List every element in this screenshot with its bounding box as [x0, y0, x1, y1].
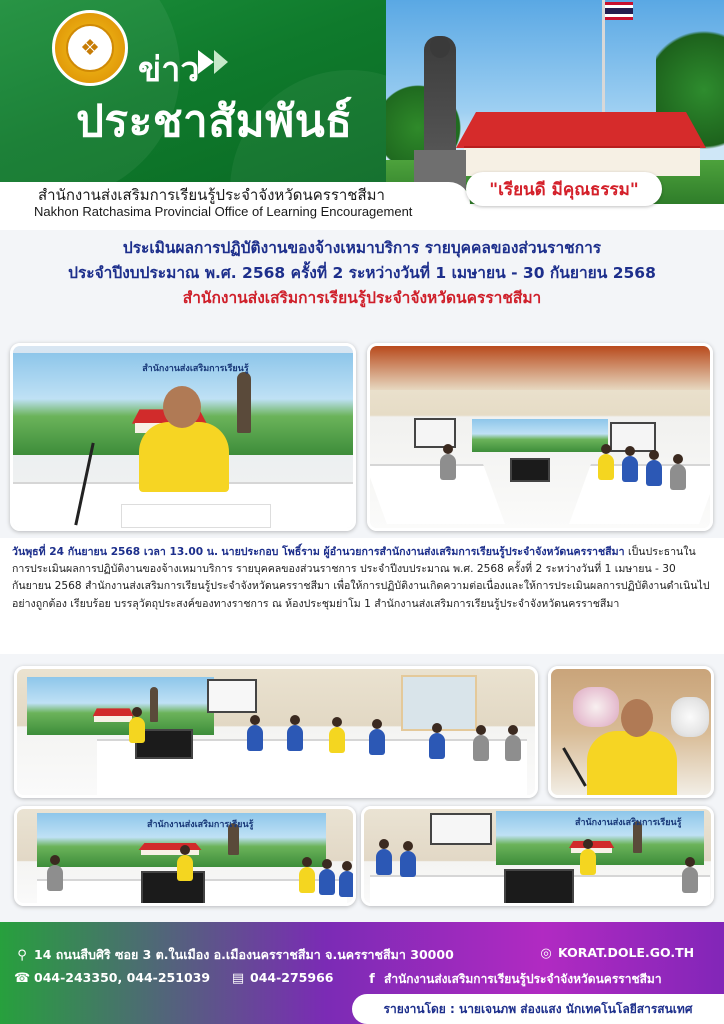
- backdrop-banner: [472, 419, 608, 452]
- phone-icon: ☎: [14, 971, 31, 986]
- director-head: [163, 386, 201, 428]
- banner-building-wall: [141, 850, 199, 855]
- pr-label: ประชาสัมพันธ์: [76, 97, 353, 146]
- screen: [430, 813, 492, 845]
- flower-arrangement: [671, 697, 709, 737]
- screen: [207, 679, 257, 713]
- backdrop-banner: [496, 811, 704, 866]
- address-text: 14 ถนนสืบศิริ ซอย 3 ต.ในเมือง อ.เมืองนครราชสีมา จ.นครราชสีมา 30000: [34, 947, 454, 962]
- banner-caption: สำนักงานส่งเสริมการเรียนรู้: [574, 818, 682, 829]
- news-label: ข่าว: [138, 51, 200, 89]
- participant: [47, 865, 63, 891]
- banner-statue: [237, 372, 251, 433]
- banner-caption: สำนักงานส่งเสริมการเรียนรู้: [146, 820, 254, 831]
- paper: [121, 504, 271, 528]
- participant: [247, 725, 263, 751]
- conference-table-left: [367, 464, 505, 524]
- headline-line-1: ประเมินผลการปฏิบัติงานของจ้างเหมาบริการ รายบุคคลของส่วนราชการ: [122, 239, 602, 257]
- conference-table-right: [569, 464, 713, 524]
- fax-icon: ▤: [231, 971, 245, 986]
- office-name-en: Nakhon Ratchasima Provincial Office of Learning Encouragement: [34, 204, 413, 219]
- globe-icon: ◎: [540, 946, 552, 961]
- photo-meeting-table: [14, 666, 538, 798]
- article-date: วันพุธที่ 24 กันยายน 2568 เวลา 13.00 น.: [12, 546, 219, 558]
- photo-meeting-room-wide: [367, 343, 713, 531]
- participant: [505, 735, 521, 761]
- participant: [299, 867, 315, 893]
- statue-head: [430, 36, 450, 58]
- facebook-text[interactable]: สำนักงานส่งเสริมการเรียนรู้ประจำจังหวัดนครราชสีมา: [384, 972, 662, 986]
- reporter-credit: รายงานโดย : นายเจนภพ ส่องแสง นักเทคโนโลยีสารสนเทศ: [352, 994, 724, 1024]
- participant: [287, 725, 303, 751]
- photo-director-desk: [10, 343, 356, 531]
- headline-line-3: สำนักงานส่งเสริมการเรียนรู้ประจำจังหวัดนครราชสีมา: [182, 289, 542, 307]
- footer-website[interactable]: [538, 945, 694, 961]
- director-head: [621, 699, 653, 737]
- center-monitor: [141, 871, 205, 905]
- office-emblem-icon: [52, 10, 128, 86]
- participant: [646, 460, 662, 486]
- footer-fax: [230, 970, 333, 986]
- participant: [682, 867, 698, 893]
- fax-text: 044-275966: [250, 970, 334, 985]
- motto-badge: "เรียนดี มีคุณธรรม": [466, 172, 662, 206]
- participant: [429, 733, 445, 759]
- participant: [622, 456, 638, 482]
- office-name-th: สำนักงานส่งเสริมการเรียนรู้ประจำจังหวัดนครราชสีมา: [38, 186, 385, 204]
- headline: [0, 236, 724, 311]
- photo-director-speaking: [548, 666, 714, 798]
- banner-statue: [150, 687, 157, 722]
- participant: [598, 454, 614, 480]
- phone-text: 044-243350, 044-251039: [34, 970, 211, 985]
- header: [0, 0, 724, 230]
- center-monitor: [510, 458, 550, 482]
- footer-phone: [14, 970, 210, 986]
- article-person: นายประกอบ โพธิ์ราม ผู้อำนวยการสำนักงานส่งเสริมการเรียนรู้ประจำจังหวัดนครราชสีมา: [221, 546, 625, 558]
- director-figure: [139, 422, 229, 492]
- photo-meeting-right-view: [361, 806, 714, 906]
- article-body: [12, 544, 712, 613]
- participant: [376, 849, 392, 875]
- facebook-icon: f: [369, 972, 375, 987]
- arrow-right-icon-secondary: [214, 50, 228, 74]
- banner-building-wall: [94, 716, 131, 722]
- footer-facebook[interactable]: [364, 970, 662, 989]
- emblem-center: ❖: [66, 24, 114, 72]
- flower-arrangement: [573, 687, 619, 727]
- article-text: เป็นประธานในการประเมินผลการปฏิบัติงานของจ้างเหมาบริการ รายบุคคลของส่วนราชการ ประจำปีงบประมาณ พ.ศ. 2568 ครั้งที่ 2 ระหว่างวันที่ 1 เมษายน - 30 กันยายน 2568 สำนักงานส่งเสริมการเรียนรู้ประจำจังหวัดนครราชสีมา เพื่อให้การปฏิบัติงานเกิดความต่อเนื่องและให้การประเมินผลการปฏิบัติงานดำเนินไปอย่างถูกต้อง เรียบร้อย บรรลุวัตถุประสงค์ของทางราชการ ณ ห้องประชุมย่าโม 1 สำนักงานส่งเสริมการเรียนรู้ประจำจังหวัดนครราชสีมา: [12, 546, 710, 610]
- participant: [129, 717, 145, 743]
- participant: [440, 454, 456, 480]
- ceiling: [370, 346, 710, 390]
- building-roof: [456, 112, 706, 148]
- participant: [580, 849, 596, 875]
- thai-flag-icon: [605, 2, 633, 20]
- footer-address: [14, 945, 454, 965]
- participant: [177, 855, 193, 881]
- director-figure: [587, 731, 677, 798]
- participant: [329, 727, 345, 753]
- center-monitor: [504, 869, 574, 905]
- photo-meeting-left-view: [14, 806, 356, 906]
- map-pin-icon: ⚲: [17, 948, 27, 963]
- headline-line-2: ประจำปีงบประมาณ พ.ศ. 2568 ครั้งที่ 2 ระหว่างวันที่ 1 เมษายน - 30 กันยายน 2568: [68, 264, 656, 282]
- participant: [369, 729, 385, 755]
- backdrop-banner: [27, 677, 213, 735]
- participant: [400, 851, 416, 877]
- website-text[interactable]: KORAT.DOLE.GO.TH: [558, 945, 695, 960]
- arrow-right-icon: [198, 50, 214, 74]
- participant: [319, 869, 335, 895]
- banner-caption: สำนักงานส่งเสริมการเรียนรู้: [142, 364, 249, 375]
- participant: [339, 871, 355, 897]
- participant: [473, 735, 489, 761]
- participant: [670, 464, 686, 490]
